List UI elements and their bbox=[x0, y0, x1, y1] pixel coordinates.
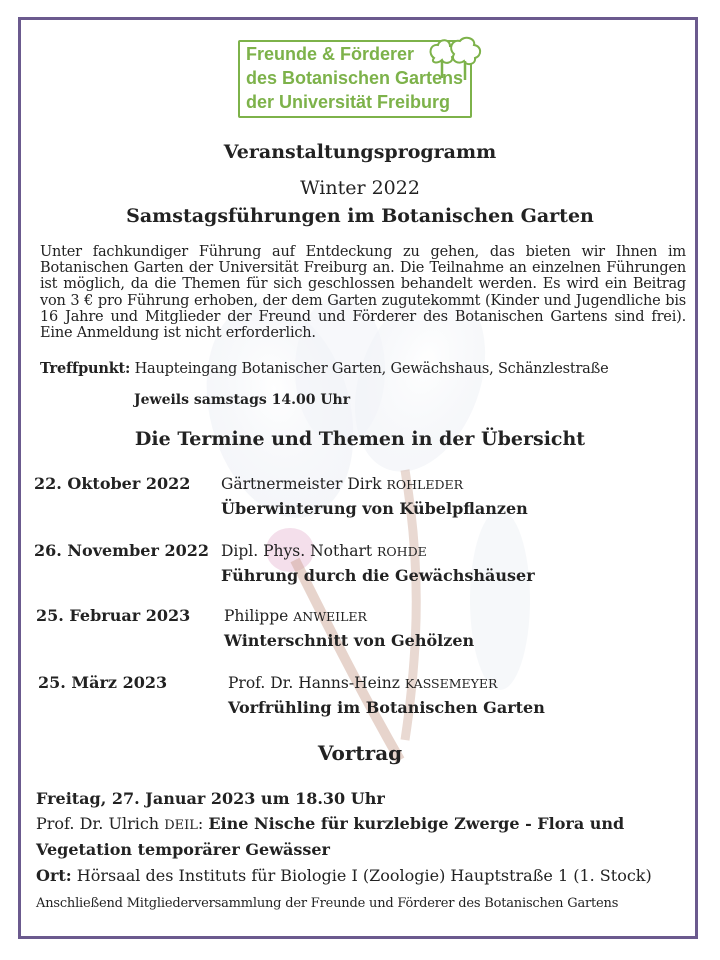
subtitle: Samstagsführungen im Botanischen Garten bbox=[126, 205, 594, 227]
logo bbox=[238, 36, 484, 120]
event-speaker: Gärtnermeister Dirk ROHLEDER bbox=[221, 475, 464, 493]
event-topic: Winterschnitt von Gehölzen bbox=[224, 631, 475, 650]
event-topic: Überwinterung von Kübelpflanzen bbox=[221, 499, 528, 518]
event-topic: Vorfrühling im Botanischen Garten bbox=[228, 698, 545, 717]
lecture-title: Eine Nische für kurzlebige Zwerge - Flora und bbox=[208, 814, 625, 833]
meeting-text: Haupteingang Botanischer Garten, Gewächshaus, Schänzlestraße bbox=[130, 361, 609, 377]
location-label: Ort: bbox=[36, 866, 72, 885]
intro-paragraph: Unter fachkundiger Führung auf Entdeckung zu gehen, das bieten wir Ihnen im Botanischen Garten der Universität Freiburg an. Die Teilnahme an einzelnen Führungen ist möglich, da die Themen für sich geschlossen behandelt werden. Es wird ein Beitrag von 3 € pro Führung erhoben, der dem Garten zugutekommt (Kinder und Jugendliche bis 16 Jahre und Mitglieder der Freund und Förderer des Botanischen Gartens sind frei). Eine Anmeldung ist nicht erforderlich. bbox=[40, 244, 686, 342]
event-speaker: Prof. Dr. Hanns-Heinz KASSEMEYER bbox=[228, 674, 498, 692]
event-date: 25. Februar 2023 bbox=[36, 606, 191, 625]
logo-line-1: Freunde & Förderer bbox=[246, 44, 415, 64]
event-date: 25. März 2023 bbox=[38, 673, 168, 692]
event-speaker: Dipl. Phys. Nothart ROHDE bbox=[221, 542, 427, 560]
lecture-location bbox=[36, 866, 652, 885]
location-text: Hörsaal des Instituts für Biologie I (Zoologie) Hauptstraße 1 (1. Stock) bbox=[71, 866, 652, 885]
event-topic: Führung durch die Gewächshäuser bbox=[221, 566, 535, 585]
logo-line-3: der Universität Freiburg bbox=[246, 92, 451, 112]
after-note: Anschließend Mitgliederversammlung der Freunde und Förderer des Botanischen Gartens bbox=[36, 896, 619, 911]
season: Winter 2022 bbox=[300, 177, 420, 199]
meeting-label: Treffpunkt: bbox=[40, 360, 131, 377]
meeting-point bbox=[40, 360, 609, 377]
lecture-speaker-title: Prof. Dr. Ulrich DEIL: Eine Nische für kurzlebige Zwerge - Flora und bbox=[36, 814, 625, 833]
overview-heading: Die Termine und Themen in der Übersicht bbox=[134, 428, 586, 450]
schedule-note: Jeweils samstags 14.00 Uhr bbox=[134, 392, 351, 408]
page-title: Veranstaltungsprogramm bbox=[223, 141, 497, 163]
lecture-datetime: Freitag, 27. Januar 2023 um 18.30 Uhr bbox=[36, 789, 385, 808]
trees-icon bbox=[426, 36, 484, 82]
event-speaker: Philippe ANWEILER bbox=[224, 607, 367, 625]
event-date: 26. November 2022 bbox=[34, 541, 210, 560]
lecture-heading: Vortrag bbox=[317, 741, 403, 765]
lecture-title-cont: Vegetation temporärer Gewässer bbox=[36, 840, 330, 859]
logo-line-2: des Botanischen Gartens bbox=[246, 68, 464, 88]
event-date: 22. Oktober 2022 bbox=[34, 474, 191, 493]
